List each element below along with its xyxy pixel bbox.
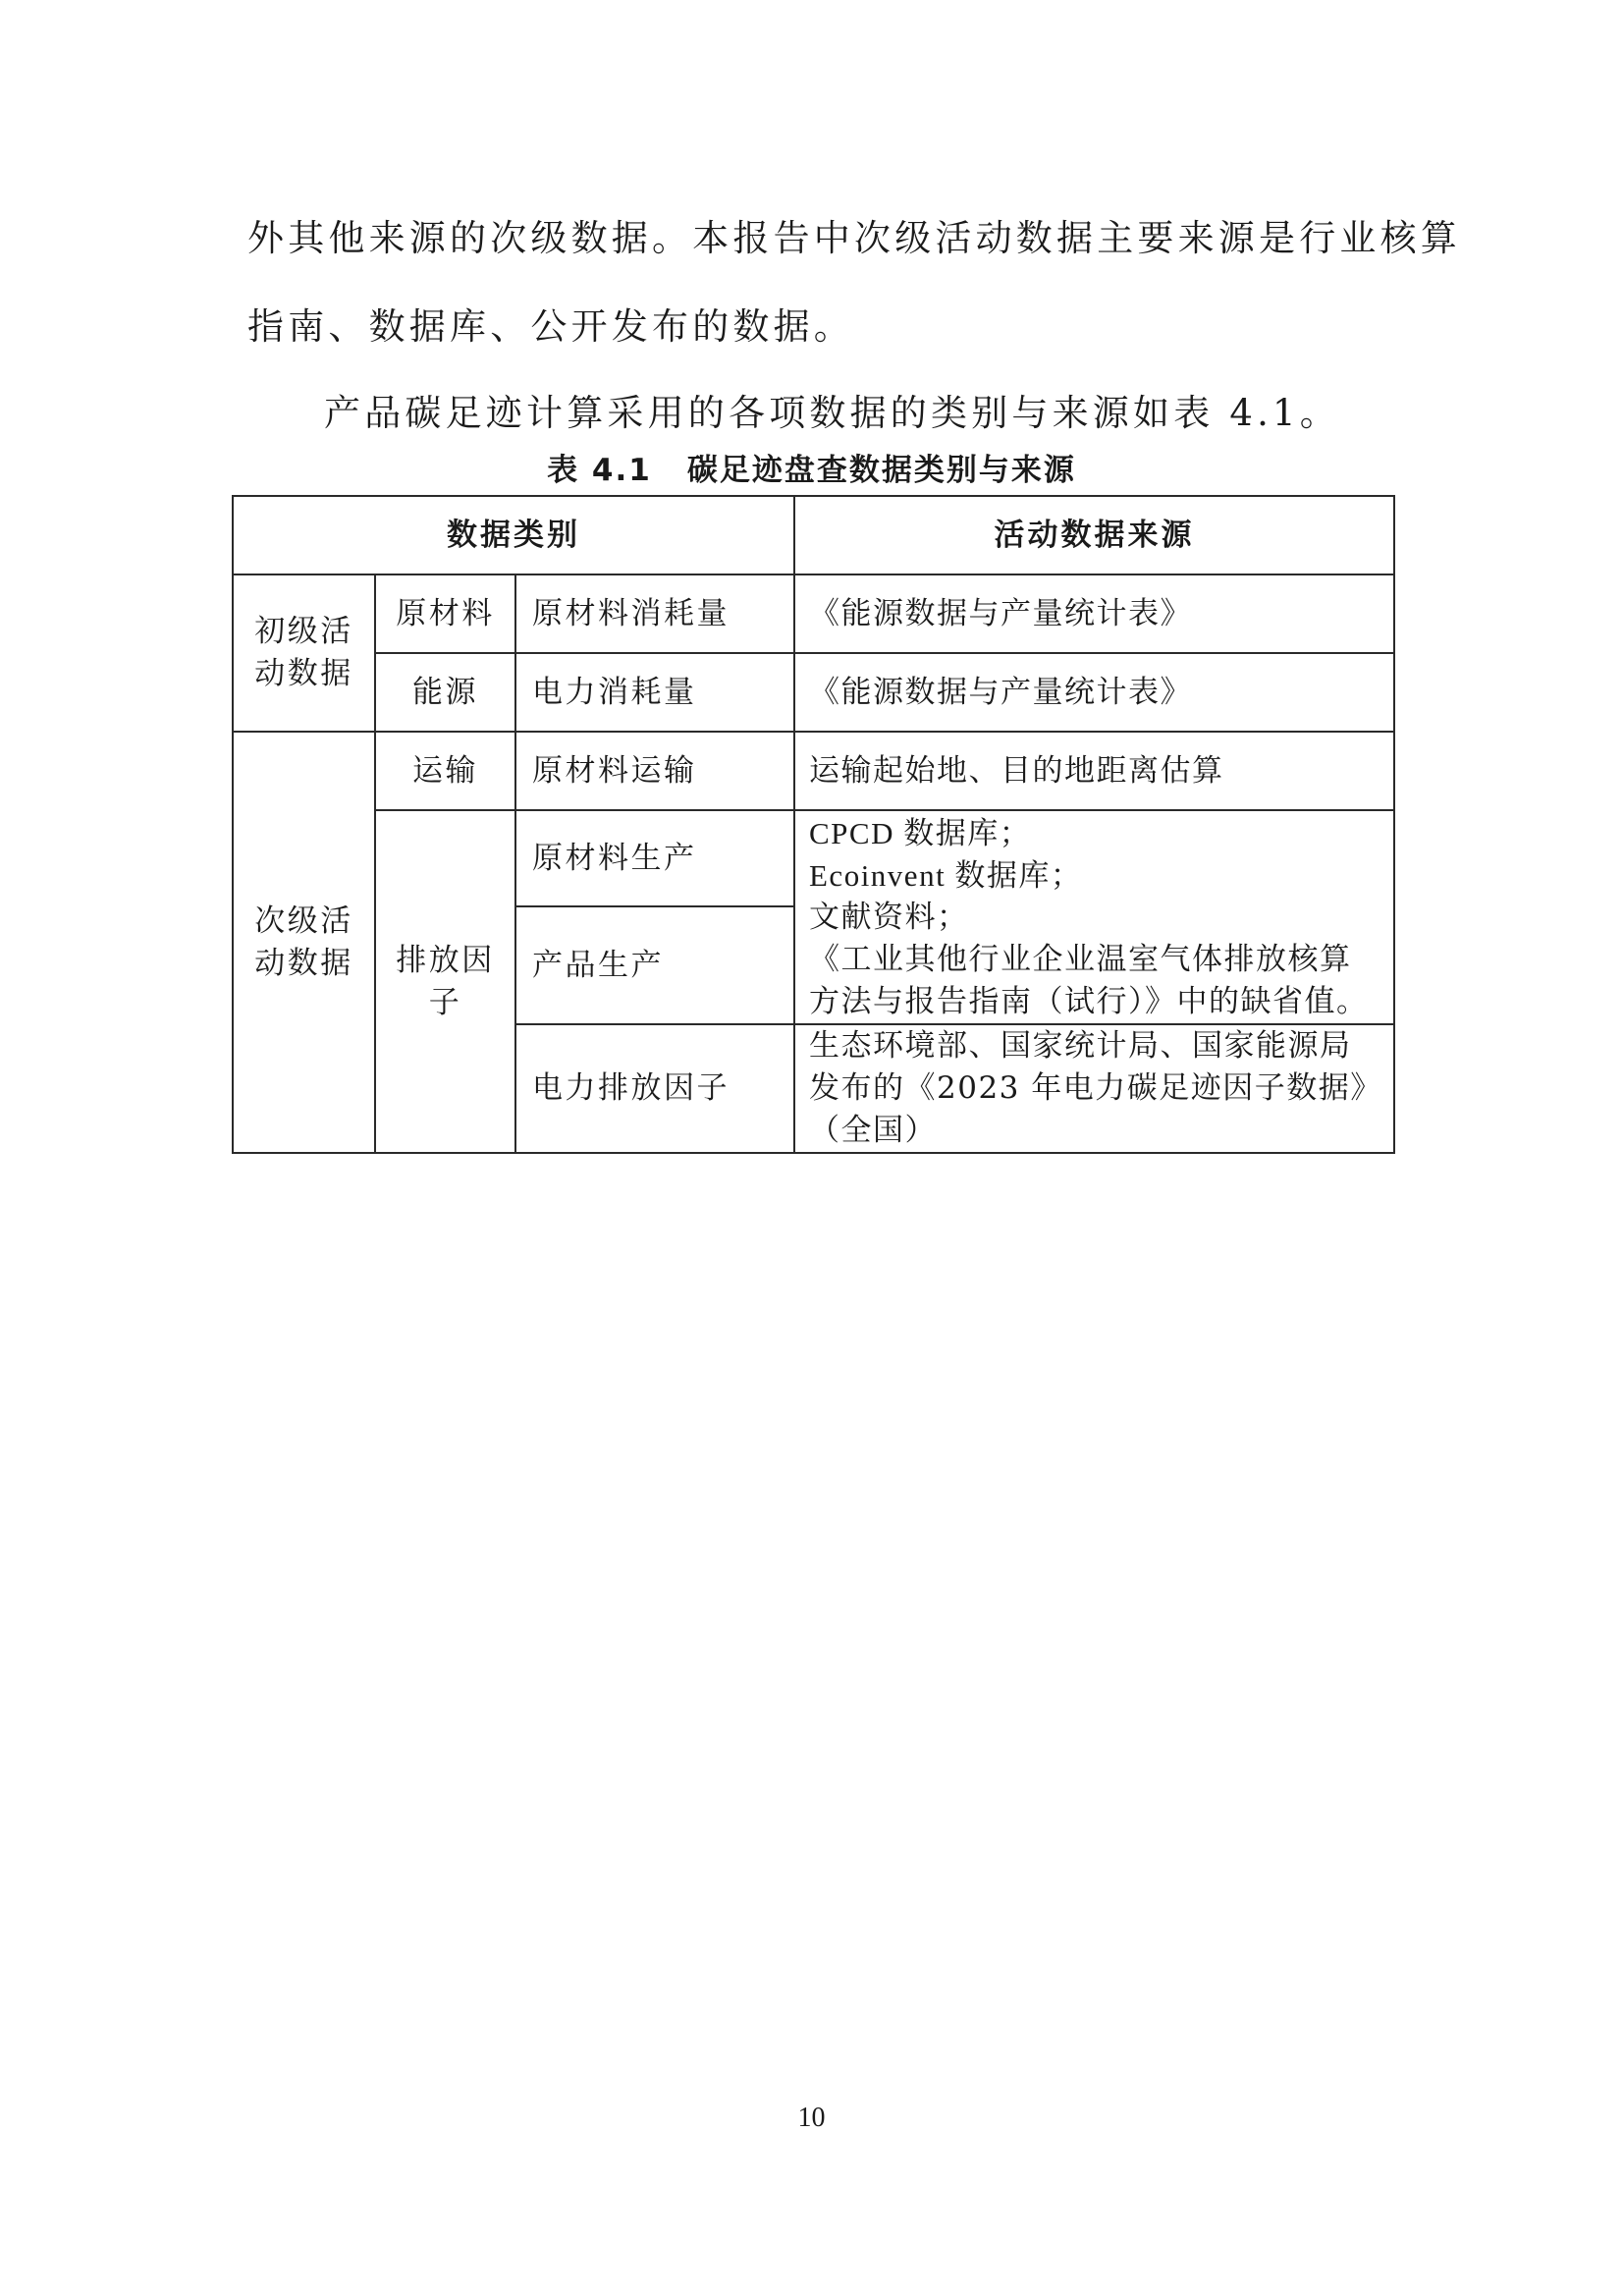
type-cell: 原材料 — [375, 574, 515, 653]
type-emission-factor-line: 排放因 — [396, 942, 495, 978]
source-line: （全国） — [809, 1113, 937, 1148]
table-caption-number: 表 4.1 — [547, 453, 652, 488]
item-cell: 原材料消耗量 — [515, 574, 794, 653]
paragraph-line-1: 外其他来源的次级数据。本报告中次级活动数据主要来源是行业核算 — [247, 217, 1461, 259]
table-caption-title: 碳足迹盘查数据类别与来源 — [686, 453, 1076, 488]
table-caption — [0, 453, 1623, 488]
table-row — [233, 810, 1394, 906]
group-secondary-line: 次级活 — [254, 902, 353, 939]
paragraph-line-3: 产品碳足迹计算采用的各项数据的类别与来源如表 4.1。 — [324, 392, 1341, 434]
source-line: CPCD 数据库； — [809, 815, 1032, 850]
header-source: 活动数据来源 — [794, 496, 1394, 574]
source-cell: 《能源数据与产量统计表》 — [794, 653, 1394, 732]
item-cell: 电力消耗量 — [515, 653, 794, 732]
group-primary-line: 初级活 — [254, 614, 353, 649]
item-cell: 原材料生产 — [515, 810, 794, 906]
type-cell: 运输 — [375, 732, 515, 810]
group-secondary — [233, 732, 375, 1153]
item-cell: 产品生产 — [515, 906, 794, 1024]
source-line: 方法与报告指南（试行）》中的缺省值。 — [809, 983, 1369, 1019]
source-line: 文献资料； — [809, 899, 969, 935]
type-emission-factor — [375, 810, 515, 1153]
source-cell: 《能源数据与产量统计表》 — [794, 574, 1394, 653]
page-number: 10 — [797, 2103, 826, 2133]
item-cell: 电力排放因子 — [515, 1024, 794, 1153]
group-primary-line: 动数据 — [254, 656, 353, 691]
electricity-source-cell — [794, 1024, 1394, 1153]
source-line: 发布的《2023 年电力碳足迹因子数据》 — [809, 1070, 1382, 1106]
paragraph-line-2: 指南、数据库、公开发布的数据。 — [247, 305, 854, 348]
table-row — [233, 574, 1394, 653]
source-cell: 运输起始地、目的地距离估算 — [794, 732, 1394, 810]
type-emission-factor-line: 子 — [428, 984, 462, 1020]
source-line: 生态环境部、国家统计局、国家能源局 — [809, 1028, 1352, 1064]
table-row — [233, 732, 1394, 810]
table-header-row — [233, 496, 1394, 574]
item-cell: 原材料运输 — [515, 732, 794, 810]
shared-source-cell — [794, 810, 1394, 1024]
table-row — [233, 653, 1394, 732]
data-source-table — [232, 495, 1395, 1154]
header-category: 数据类别 — [233, 496, 794, 574]
source-line: Ecoinvent 数据库； — [809, 857, 1083, 893]
group-primary — [233, 574, 375, 732]
type-cell: 能源 — [375, 653, 515, 732]
group-secondary-line: 动数据 — [254, 945, 353, 981]
source-line: 《工业其他行业企业温室气体排放核算 — [809, 941, 1352, 977]
